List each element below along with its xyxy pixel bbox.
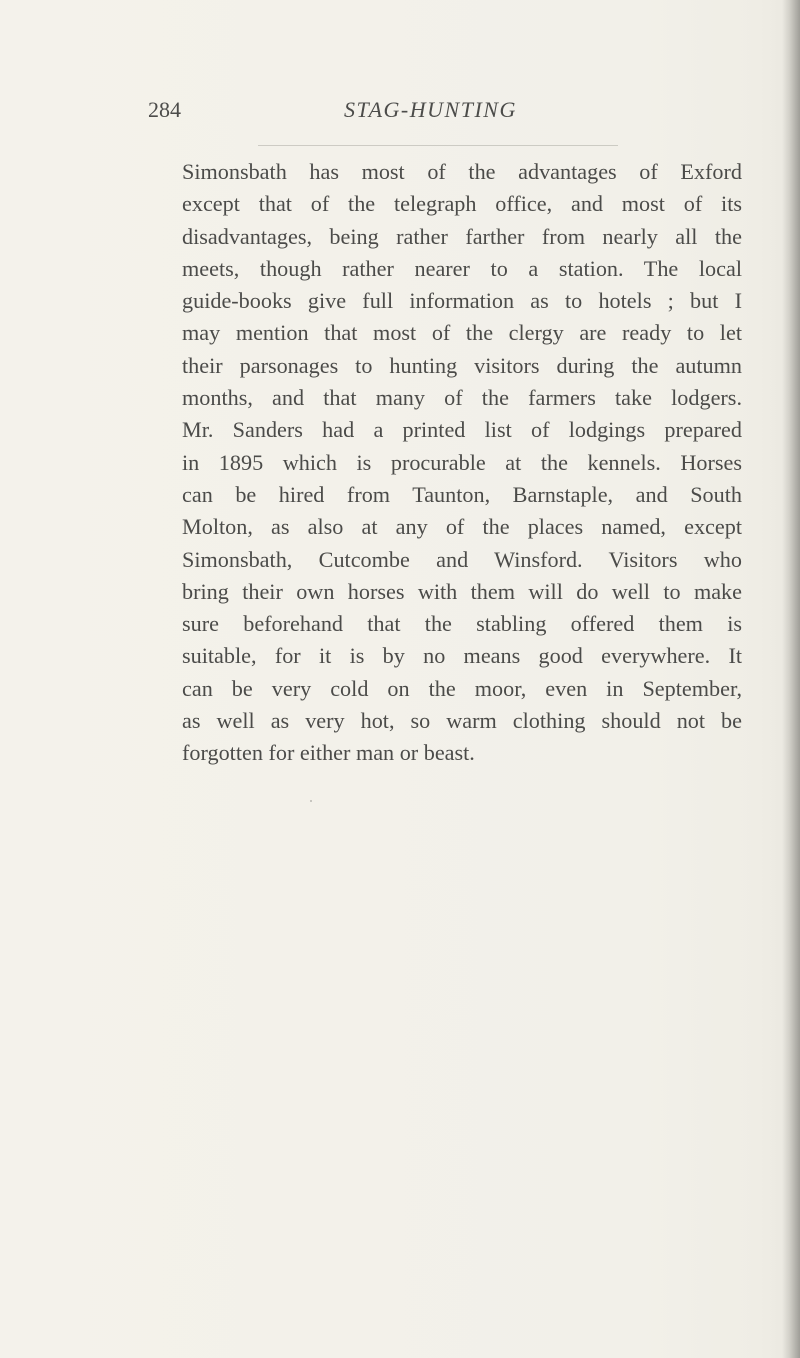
text-line: Mr. Sanders had a printed list of lodgings prepared [182, 417, 742, 443]
page-header [0, 97, 800, 137]
text-line: Simonsbath has most of the advantages of Exford [182, 159, 742, 184]
text-line: may mention that most of the clergy are ready to let [182, 320, 742, 346]
text-line: guide-books give full information as to hotels ; but I [182, 288, 742, 314]
body-paragraph [182, 156, 742, 770]
text-line: Simonsbath, Cutcombe and Winsford. Visitors who [182, 546, 742, 572]
header-rule [258, 145, 618, 146]
text-line: sure beforehand that the stabling offered them is [182, 611, 742, 637]
text-line: Molton, as also at any of the places named, except [182, 514, 742, 540]
text-line: months, and that many of the farmers take lodgers. [182, 385, 742, 411]
running-head: STAG-HUNTING [344, 97, 517, 122]
text-line: disadvantages, being rather farther from nearly all the [182, 223, 742, 249]
text-line: in 1895 which is procurable at the kennels. Horses [182, 449, 742, 475]
text-line: except that of the telegraph office, and most of its [182, 191, 742, 217]
text-line: forgotten for either man or beast. [182, 740, 475, 766]
paper-speck [310, 800, 312, 802]
page-number: 284 [148, 97, 181, 122]
text-line: meets, though rather nearer to a station. The local [182, 255, 742, 281]
text-line: can be very cold on the moor, even in September, [182, 675, 742, 701]
text-line: bring their own horses with them will do well to make [182, 578, 742, 604]
spine-shadow [782, 0, 800, 1358]
text-line: as well as very hot, so warm clothing should not be [182, 708, 742, 734]
text-line: their parsonages to hunting visitors during the autumn [182, 352, 742, 378]
text-line: suitable, for it is by no means good everywhere. It [182, 643, 742, 669]
text-line: can be hired from Taunton, Barnstaple, and South [182, 481, 742, 507]
